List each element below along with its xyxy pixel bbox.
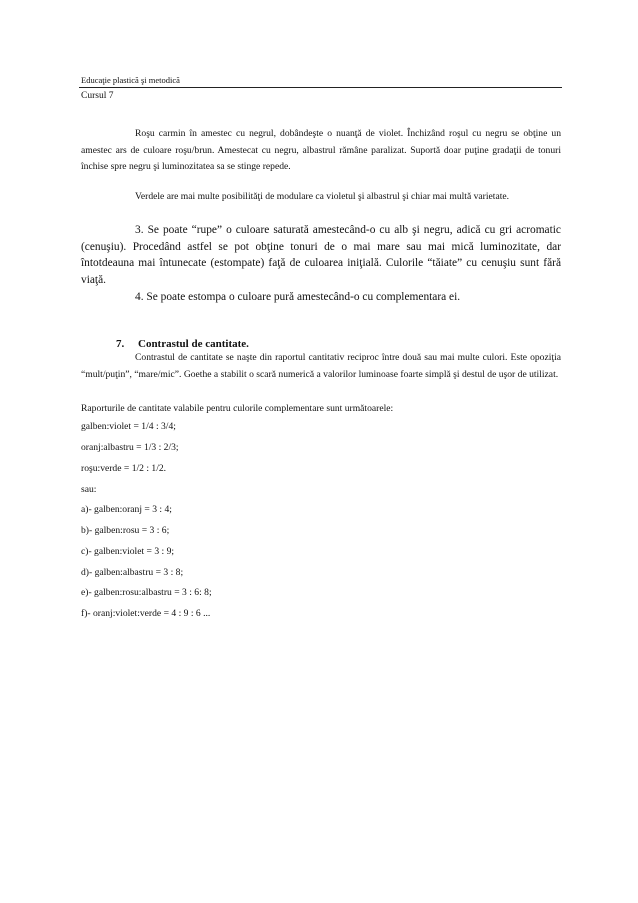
paragraph-red-carmine: Roşu carmin în amestec cu negrul, dobândeşte o nuanţă de violet. Închizând roşul cu negru se obţine un amestec ars de culoare roşu/brun. Amestecat cu negru, albastrul rămâne paralizat. Suportă doar puţine gradaţii de tonuri închise spre negru şi luminozitatea sa se stinge repede. (81, 128, 561, 172)
section-title-text: Contrastul de cantitate. (138, 338, 249, 350)
section-intro-paragraph: Contrastul de cantitate se naşte din raportul cantitativ reciproc între două sau mai multe culori. Este opoziţia “mult/puţin”, “mare/mic”. Goethe a stabilit o scară numerică a valorilor luminoase foarte simplă şi destul de uşor de utilizat. (81, 352, 561, 380)
section-number: 7. (116, 338, 125, 350)
ratio-line: sau: (81, 484, 97, 495)
running-header-course: Cursul 7 (81, 91, 114, 101)
ratio-line: b)- galben:rosu = 3 : 6; (81, 525, 170, 536)
ratio-line: oranj:albastru = 1/3 : 2/3; (81, 442, 179, 453)
paragraph-green: Verdele are mai multe posibilităţi de modulare ca violetul şi albastrul şi chiar mai multă varietate. (135, 191, 510, 202)
ratio-line: f)- oranj:violet:verde = 4 : 9 : 6 ... (81, 608, 211, 619)
running-header-subject: Educaţie plastică şi metodică (81, 75, 180, 85)
ratio-line: e)- galben:rosu:albastru = 3 : 6: 8; (81, 587, 212, 598)
ratio-line: a)- galben:oranj = 3 : 4; (81, 504, 172, 515)
paragraph-broken-color: 3. Se poate “rupe” o culoare saturată amestecând-o cu alb şi negru, adică cu gri acromatic (cenuşiu). Procedând astfel se pot obţine tonuri de o mai mare sau mai mică luminozitate, dar întotdeauna mai întunecate (estompate) faţă de culoarea iniţială. Culorile “tăiate” cu cenuşiu sunt fără viaţă. (81, 224, 561, 286)
header-divider (79, 87, 562, 88)
ratio-line: roşu:verde = 1/2 : 1/2. (81, 463, 167, 474)
ratios-lead: Raporturile de cantitate valabile pentru culorile complementare sunt următoarele: (81, 403, 394, 414)
paragraph-complementary: 4. Se poate estompa o culoare pură amestecând-o cu complementara ei. (135, 291, 461, 303)
ratio-line: d)- galben:albastru = 3 : 8; (81, 567, 184, 578)
ratio-line: galben:violet = 1/4 : 3/4; (81, 421, 176, 432)
ratio-line: c)- galben:violet = 3 : 9; (81, 546, 175, 557)
